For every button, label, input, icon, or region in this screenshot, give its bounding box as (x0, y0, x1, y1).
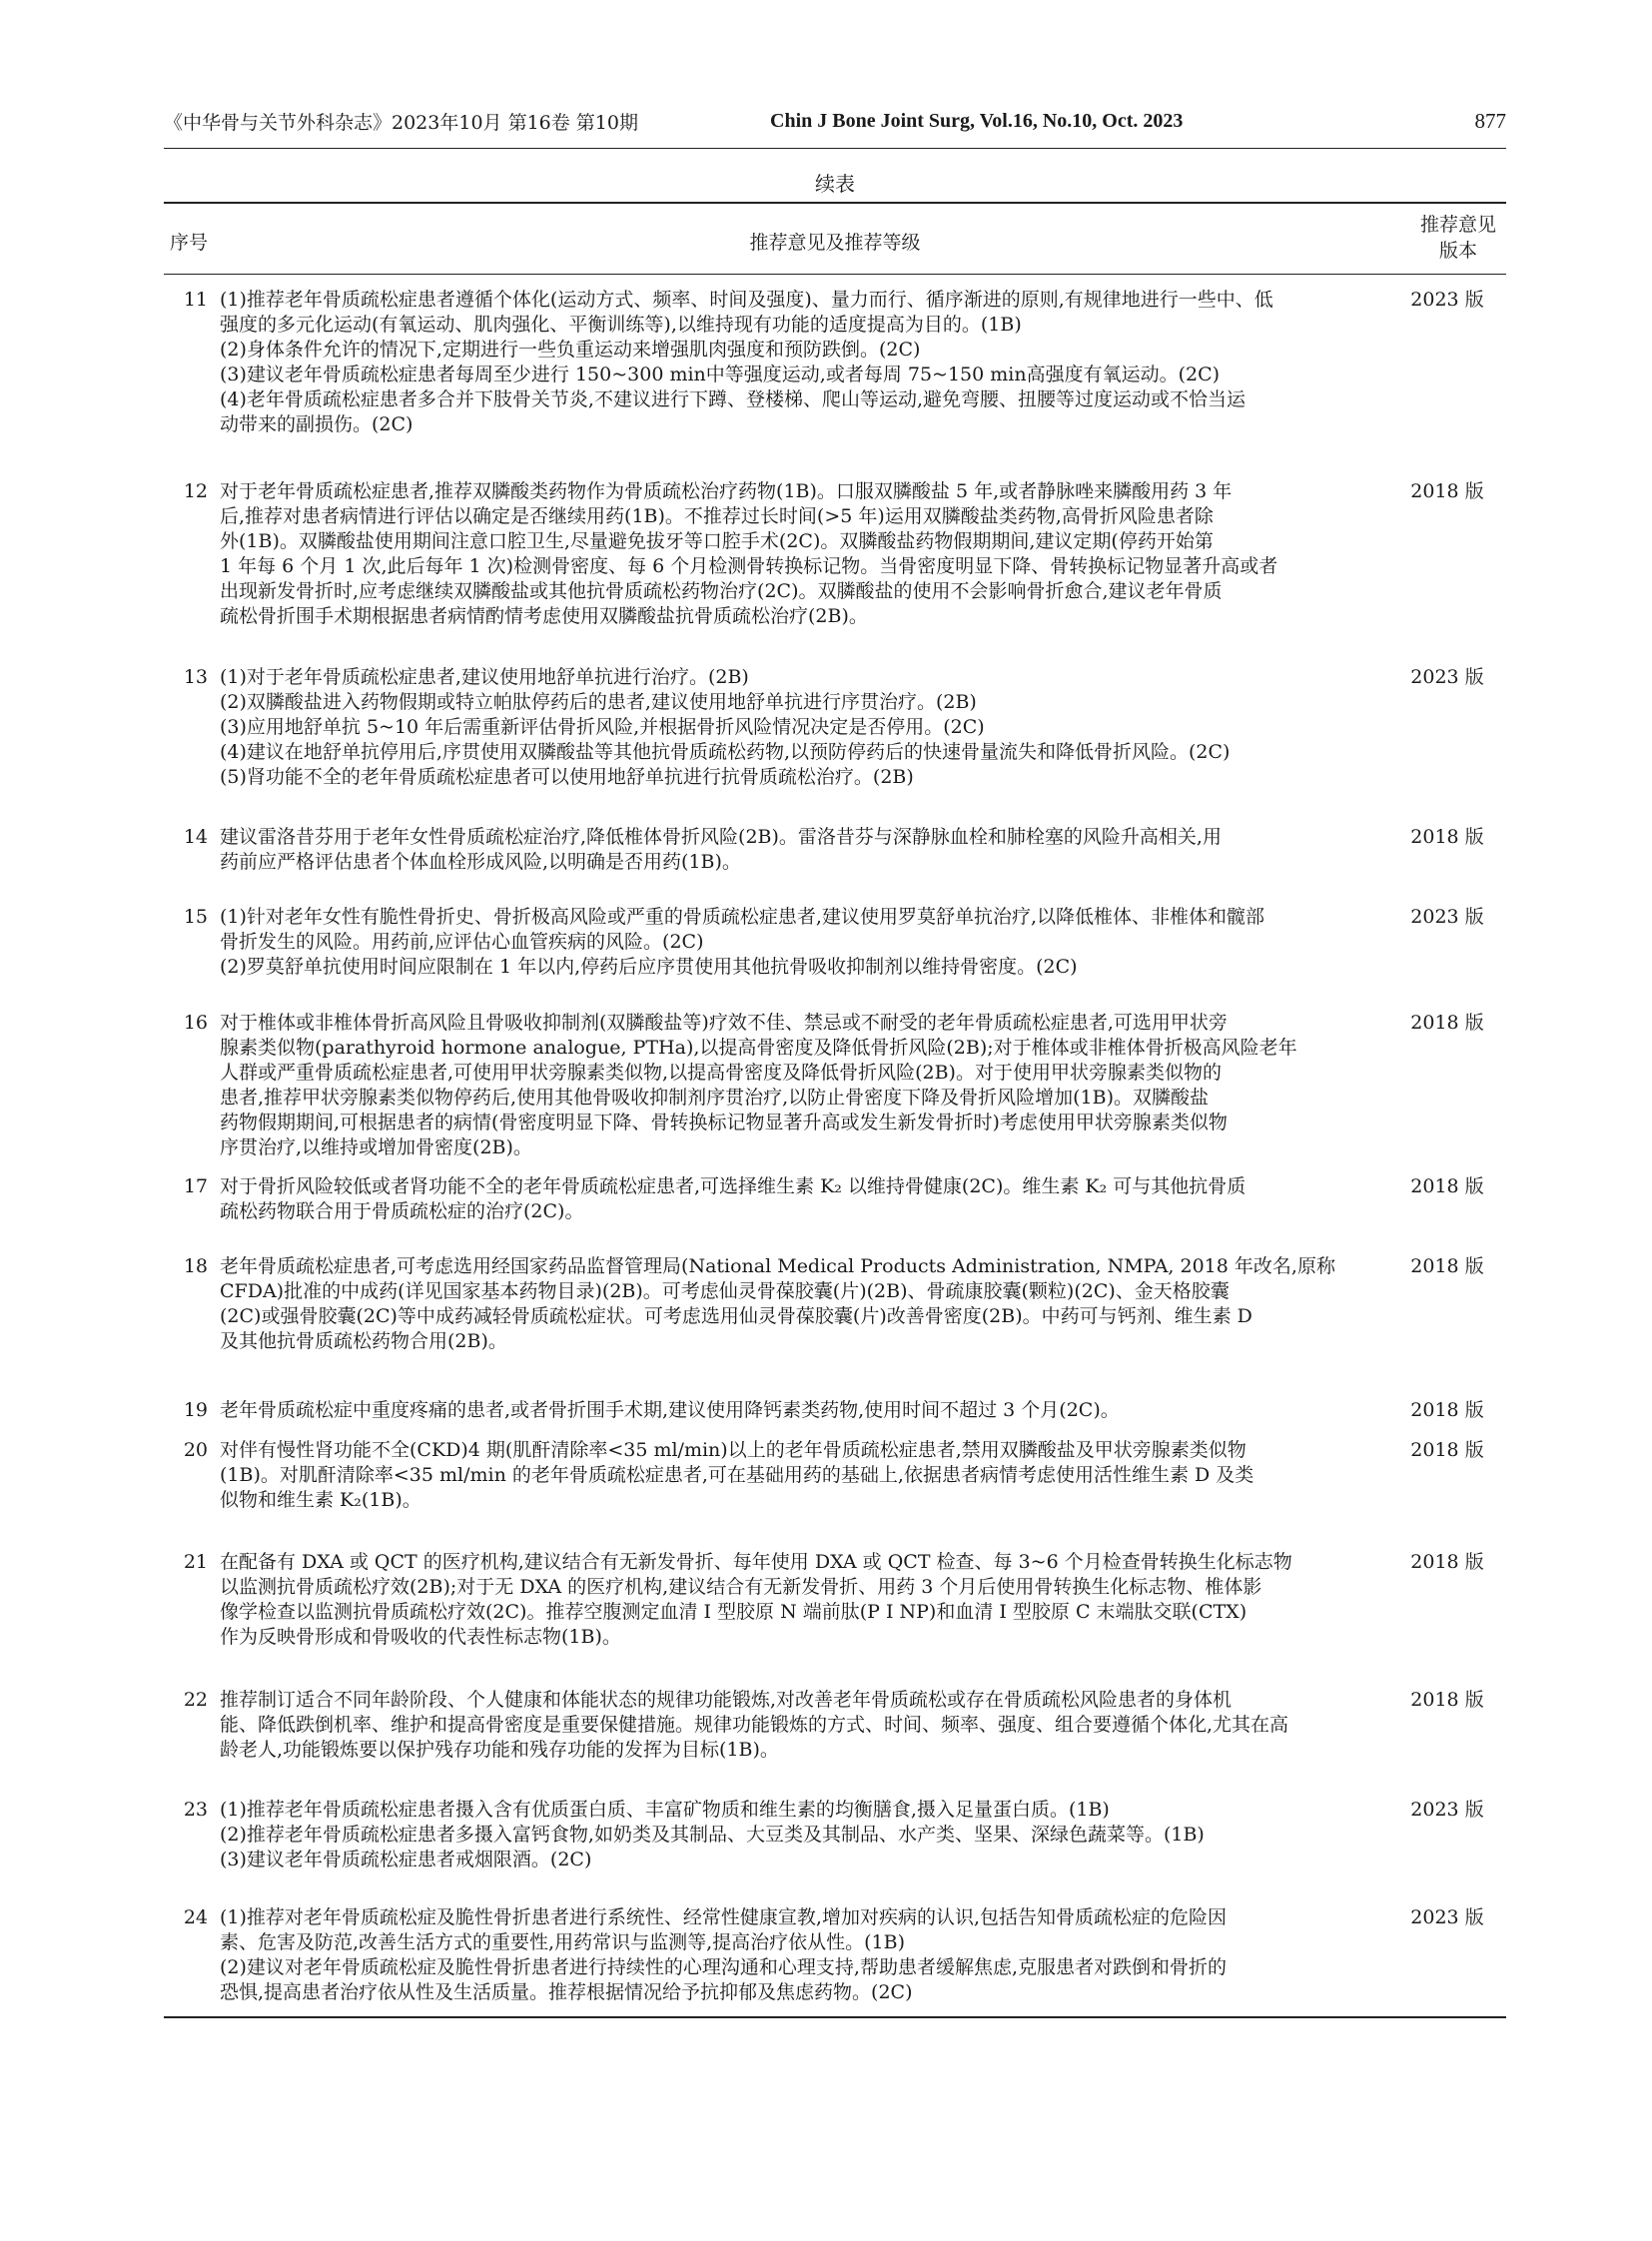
recommendation-line: 疏松骨折围手术期根据患者病情酌情考虑使用双膦酸盐抗骨质疏松治疗(2B)。 (220, 605, 868, 627)
header-rule (164, 148, 1506, 149)
recommendation-line: 老年骨质疏松症中重度疼痛的患者,或者骨折围手术期,建议使用降钙素类药物,使用时间不超过 3 个月(2C)。 (220, 1399, 1120, 1421)
version-label: 2023 版 (1410, 666, 1484, 688)
row-number: 14 (183, 826, 208, 848)
version-label: 2018 版 (1410, 826, 1484, 848)
table-header-rule (164, 274, 1506, 275)
recommendation-text (220, 1550, 1396, 1650)
row-number: 23 (183, 1799, 208, 1821)
row-number: 18 (183, 1255, 208, 1277)
version-label: 2018 版 (1410, 1012, 1484, 1034)
column-header-version: 推荐意见版本 (1419, 214, 1496, 262)
recommendation-text (220, 665, 1396, 790)
recommendation-line: 骨折发生的风险。用药前,应评估心血管疾病的风险。(2C) (220, 931, 704, 953)
recommendation-text (220, 1798, 1396, 1872)
recommendation-text (220, 1438, 1396, 1513)
recommendation-line: 药物假期期间,可根据患者的病情(骨密度明显下降、骨转换标记物显著升高或发生新发骨折时)考虑使用甲状旁腺素类似物 (220, 1112, 1228, 1133)
recommendation-line: 推荐制订适合不同年龄阶段、个人健康和体能状态的规律功能锻炼,对改善老年骨质疏松或存在骨质疏松风险患者的身体机 (220, 1689, 1233, 1711)
recommendation-line: 恐惧,提高患者治疗依从性及生活质量。推荐根据情况给予抗抑郁及焦虑药物。(2C) (220, 1981, 913, 2003)
recommendation-line: 序贯治疗,以维持或增加骨密度(2B)。 (220, 1136, 532, 1158)
recommendation-text (220, 288, 1396, 437)
recommendation-line: 及其他抗骨质疏松药物合用(2B)。 (220, 1330, 507, 1352)
row-number: 21 (183, 1551, 208, 1573)
recommendation-line: 患者,推荐甲状旁腺素类似物停药后,使用其他骨吸收抑制剂序贯治疗,以防止骨密度下降及骨折风险增加(1B)。双膦酸盐 (220, 1087, 1209, 1109)
version-label: 2018 版 (1410, 1689, 1484, 1711)
version-label: 2018 版 (1410, 1439, 1484, 1461)
version-label: 2018 版 (1410, 1255, 1484, 1277)
recommendation-text (220, 1688, 1396, 1763)
recommendation-line: 对于骨折风险较低或者肾功能不全的老年骨质疏松症患者,可选择维生素 K₂ 以维持骨健康(2C)。维生素 K₂ 可与其他抗骨质 (220, 1175, 1246, 1197)
recommendation-line: 对于老年骨质疏松症患者,推荐双膦酸类药物作为骨质疏松治疗药物(1B)。口服双膦酸盐 5 年,或者静脉唑来膦酸用药 3 年 (220, 480, 1233, 502)
recommendation-line: (5)肾功能不全的老年骨质疏松症患者可以使用地舒单抗进行抗骨质疏松治疗。(2B) (220, 766, 914, 788)
recommendation-line: (1B)。对肌酐清除率<35 ml/min 的老年骨质疏松症患者,可在基础用药的基础上,依据患者病情考虑使用活性维生素 D 及类 (220, 1464, 1254, 1486)
row-number: 19 (183, 1399, 208, 1421)
recommendation-line: (3)应用地舒单抗 5~10 年后需重新评估骨折风险,并根据骨折风险情况决定是否停用。(2C) (220, 716, 985, 738)
recommendation-line: (1)推荐老年骨质疏松症患者摄入含有优质蛋白质、丰富矿物质和维生素的均衡膳食,摄入足量蛋白质。(1B) (220, 1799, 1110, 1821)
version-label: 2023 版 (1410, 906, 1484, 928)
recommendation-text (220, 1011, 1396, 1160)
table-header (164, 208, 1506, 272)
recommendation-line: 作为反映骨形成和骨吸收的代表性标志物(1B)。 (220, 1626, 621, 1648)
column-header-number: 序号 (170, 232, 209, 254)
version-label: 2023 版 (1410, 289, 1484, 311)
recommendation-line: (2)双膦酸盐进入药物假期或特立帕肽停药后的患者,建议使用地舒单抗进行序贯治疗。(2B) (220, 691, 977, 713)
table-bottom-rule (164, 2016, 1506, 2018)
recommendation-line: (2)建议对老年骨质疏松症及脆性骨折患者进行持续性的心理沟通和心理支持,帮助患者缓解焦虑,克服患者对跌倒和骨折的 (220, 1956, 1227, 1978)
recommendation-line: 外(1B)。双膦酸盐使用期间注意口腔卫生,尽量避免拔牙等口腔手术(2C)。双膦酸盐药物假期期间,建议定期(停药开始第 (220, 530, 1214, 552)
recommendation-line: (2C)或强骨胶囊(2C)等中成药减轻骨质疏松症状。可考虑选用仙灵骨葆胶囊(片)改善骨密度(2B)。中药可与钙剂、维生素 D (220, 1305, 1252, 1327)
recommendation-line: 素、危害及防范,改善生活方式的重要性,用药常识与监测等,提高治疗依从性。(1B) (220, 1931, 905, 1953)
recommendation-line: 疏松药物联合用于骨质疏松症的治疗(2C)。 (220, 1200, 584, 1222)
recommendation-text (220, 1398, 1396, 1423)
row-number: 20 (183, 1439, 208, 1461)
recommendation-text (220, 1905, 1396, 2005)
recommendation-text (220, 479, 1396, 629)
recommendation-line: 老年骨质疏松症患者,可考虑选用经国家药品监督管理局(National Medical Products Administration, NMPA, 2018 年改名,原称 (220, 1255, 1335, 1277)
recommendation-line: 建议雷洛昔芬用于老年女性骨质疏松症治疗,降低椎体骨折风险(2B)。雷洛昔芬与深静脉血栓和肺栓塞的风险升高相关,用 (220, 826, 1222, 848)
table-top-rule (164, 202, 1506, 204)
version-label: 2018 版 (1410, 1551, 1484, 1573)
recommendation-text (220, 825, 1396, 875)
row-number: 16 (183, 1012, 208, 1034)
recommendation-text (220, 905, 1396, 980)
recommendation-line: 能、降低跌倒机率、维护和提高骨密度是重要保健措施。规律功能锻炼的方式、时间、频率、强度、组合要遵循个体化,尤其在高 (220, 1714, 1289, 1736)
recommendation-line: 腺素类似物(parathyroid hormone analogue, PTHa),以提高骨密度及降低骨折风险(2B);对于椎体或非椎体骨折极高风险老年 (220, 1037, 1297, 1059)
row-number: 11 (183, 289, 208, 311)
journal-title-en: Chin J Bone Joint Surg, Vol.16, No.10, Oct. 2023 (770, 109, 1184, 132)
journal-title-cn: 《中华骨与关节外科杂志》2023年10月 第16卷 第10期 (164, 111, 638, 134)
row-number: 24 (183, 1906, 208, 1928)
table-caption: 续表 (815, 172, 855, 196)
version-label: 2018 版 (1410, 480, 1484, 502)
row-number: 22 (183, 1689, 208, 1711)
recommendation-line: 像学检查以监测抗骨质疏松疗效(2C)。推荐空腹测定血清 Ⅰ 型胶原 N 端前肽(P Ⅰ NP)和血清 Ⅰ 型胶原 C 末端肽交联(CTX) (220, 1601, 1247, 1623)
row-number: 15 (183, 906, 208, 928)
recommendation-line: (2)身体条件允许的情况下,定期进行一些负重运动来增强肌肉强度和预防跌倒。(2C) (220, 339, 921, 361)
recommendation-line: 强度的多元化运动(有氧运动、肌肉强化、平衡训练等),以维持现有功能的适度提高为目的。(1B) (220, 314, 1022, 336)
row-number: 12 (183, 480, 208, 502)
recommendation-line: CFDA)批准的中成药(详见国家基本药物目录)(2B)。可考虑仙灵骨葆胶囊(片)(2B)、骨疏康胶囊(颗粒)(2C)、金天格胶囊 (220, 1280, 1230, 1302)
version-label: 2018 版 (1410, 1399, 1484, 1421)
page-number: 877 (1474, 108, 1506, 133)
recommendation-line: (4)老年骨质疏松症患者多合并下肢骨关节炎,不建议进行下蹲、登楼梯、爬山等运动,避免弯腰、扭腰等过度运动或不恰当运 (220, 388, 1245, 410)
recommendation-line: (1)推荐老年骨质疏松症患者遵循个体化(运动方式、频率、时间及强度)、量力而行、循序渐进的原则,有规律地进行一些中、低 (220, 289, 1273, 311)
version-label: 2023 版 (1410, 1799, 1484, 1821)
recommendation-line: 后,推荐对患者病情进行评估以确定是否继续用药(1B)。不推荐过长时间(>5 年)运用双膦酸盐类药物,高骨折风险患者除 (220, 505, 1214, 527)
running-header (164, 104, 1506, 138)
version-label: 2018 版 (1410, 1175, 1484, 1197)
recommendation-line: 似物和维生素 K₂(1B)。 (220, 1489, 421, 1511)
recommendation-text (220, 1254, 1396, 1354)
recommendation-line: 对伴有慢性肾功能不全(CKD)4 期(肌酐清除率<35 ml/min)以上的老年骨质疏松症患者,禁用双膦酸盐及甲状旁腺素类似物 (220, 1439, 1246, 1461)
recommendation-line: (2)罗莫舒单抗使用时间应限制在 1 年以内,停药后应序贯使用其他抗骨吸收抑制剂以维持骨密度。(2C) (220, 956, 1078, 978)
recommendation-line: 在配备有 DXA 或 QCT 的医疗机构,建议结合有无新发骨折、每年使用 DXA 或 QCT 检查、每 3~6 个月检查骨转换生化标志物 (220, 1551, 1292, 1573)
recommendation-line: 1 年每 6 个月 1 次,此后每年 1 次)检测骨密度、每 6 个月检测骨转换标记物。当骨密度明显下降、骨转换标记物显著升高或者 (220, 555, 1278, 577)
recommendation-line: (3)建议老年骨质疏松症患者每周至少进行 150~300 min中等强度运动,或者每周 75~150 min高强度有氧运动。(2C) (220, 364, 1221, 385)
recommendation-line: 对于椎体或非椎体骨折高风险且骨吸收抑制剂(双膦酸盐等)疗效不佳、禁忌或不耐受的老年骨质疏松症患者,可选用甲状旁 (220, 1012, 1228, 1034)
recommendation-line: (1)针对老年女性有脆性骨折史、骨折极高风险或严重的骨质疏松症患者,建议使用罗莫舒单抗治疗,以降低椎体、非椎体和髋部 (220, 906, 1264, 928)
recommendation-line: (1)推荐对老年骨质疏松症及脆性骨折患者进行系统性、经常性健康宣教,增加对疾病的认识,包括告知骨质疏松症的危险因 (220, 1906, 1227, 1928)
row-number: 13 (183, 666, 208, 688)
recommendation-line: (3)建议老年骨质疏松症患者戒烟限酒。(2C) (220, 1849, 592, 1870)
version-label: 2023 版 (1410, 1906, 1484, 1928)
recommendation-line: 药前应严格评估患者个体血栓形成风险,以明确是否用药(1B)。 (220, 851, 741, 873)
recommendation-line: 龄老人,功能锻炼要以保护残存功能和残存功能的发挥为目标(1B)。 (220, 1739, 779, 1761)
recommendation-line: (2)推荐老年骨质疏松症患者多摄入富钙食物,如奶类及其制品、大豆类及其制品、水产类、坚果、深绿色蔬菜等。(1B) (220, 1824, 1205, 1846)
recommendation-line: 动带来的副损伤。(2C) (220, 413, 413, 435)
recommendation-line: 出现新发骨折时,应考虑继续双膦酸盐或其他抗骨质疏松药物治疗(2C)。双膦酸盐的使用不会影响骨折愈合,建议老年骨质 (220, 580, 1223, 602)
recommendation-line: 以监测抗骨质疏松疗效(2B);对于无 DXA 的医疗机构,建议结合有无新发骨折、用药 3 个月后使用骨转换生化标志物、椎体影 (220, 1576, 1262, 1598)
column-header-recommendation: 推荐意见及推荐等级 (749, 232, 921, 254)
recommendation-line: (4)建议在地舒单抗停用后,序贯使用双膦酸盐等其他抗骨质疏松药物,以预防停药后的快速骨量流失和降低骨折风险。(2C) (220, 741, 1231, 763)
row-number: 17 (183, 1175, 208, 1197)
recommendation-line: (1)对于老年骨质疏松症患者,建议使用地舒单抗进行治疗。(2B) (220, 666, 749, 688)
recommendation-text (220, 1174, 1396, 1224)
recommendation-line: 人群或严重骨质疏松症患者,可使用甲状旁腺素类似物,以提高骨密度及降低骨折风险(2B)。对于使用甲状旁腺素类似物的 (220, 1062, 1222, 1084)
